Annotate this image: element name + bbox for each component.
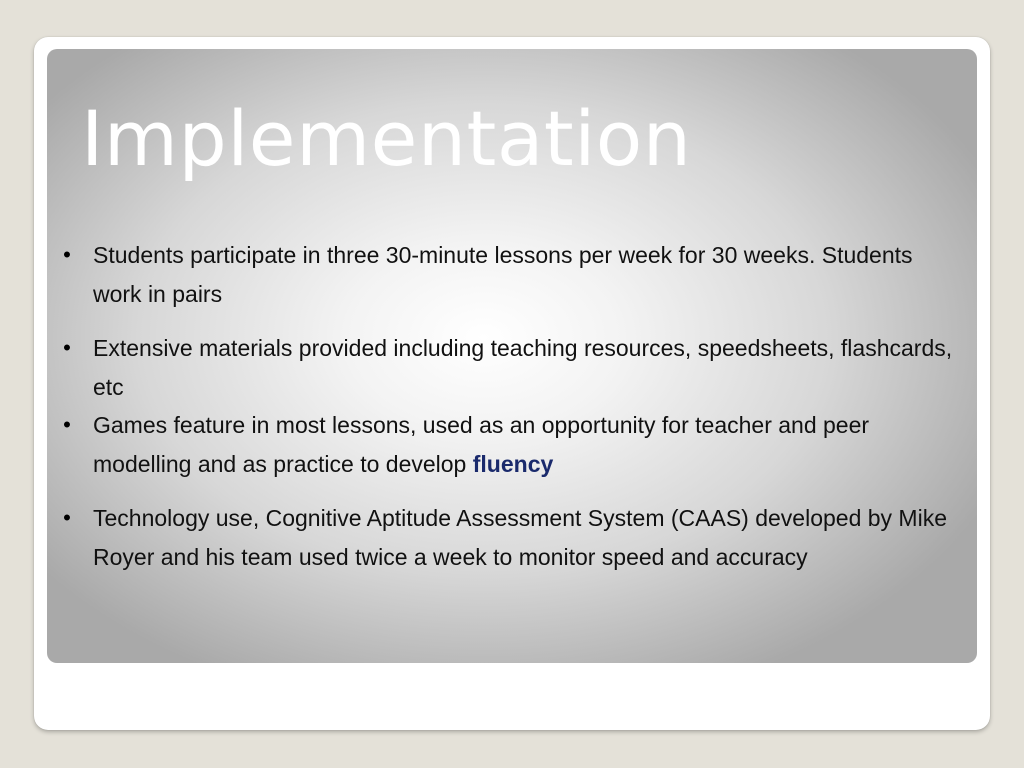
- emphasis-fluency: fluency: [472, 450, 554, 477]
- bullet-dot-icon: •: [63, 505, 71, 530]
- bullet-dot-icon: •: [63, 412, 71, 437]
- bullet-item-materials: [57, 329, 957, 406]
- bullet-item-participation: [57, 236, 957, 313]
- bullet-text: Technology use, Cognitive Aptitude Assessment System (CAAS) developed by Mike Royer and his team used twice a week to monitor speed and accuracy: [93, 505, 947, 570]
- slide-panel: [47, 49, 977, 663]
- bullet-text: Games feature in most lessons, used as an opportunity for teacher and peer modelling and as practice to develop: [93, 412, 870, 477]
- bullet-item-games: [57, 406, 957, 483]
- bullet-list: [57, 236, 957, 576]
- bullet-text: Extensive materials provided including teaching resources, speedsheets, flashcards, etc: [93, 335, 953, 400]
- slide-title: Implementation: [81, 94, 692, 183]
- bullet-dot-icon: •: [63, 335, 71, 360]
- bullet-text: Students participate in three 30-minute lessons per week for 30 weeks. Students work in pairs: [93, 242, 913, 307]
- bullet-dot-icon: •: [63, 242, 71, 267]
- bullet-item-technology: [57, 499, 957, 576]
